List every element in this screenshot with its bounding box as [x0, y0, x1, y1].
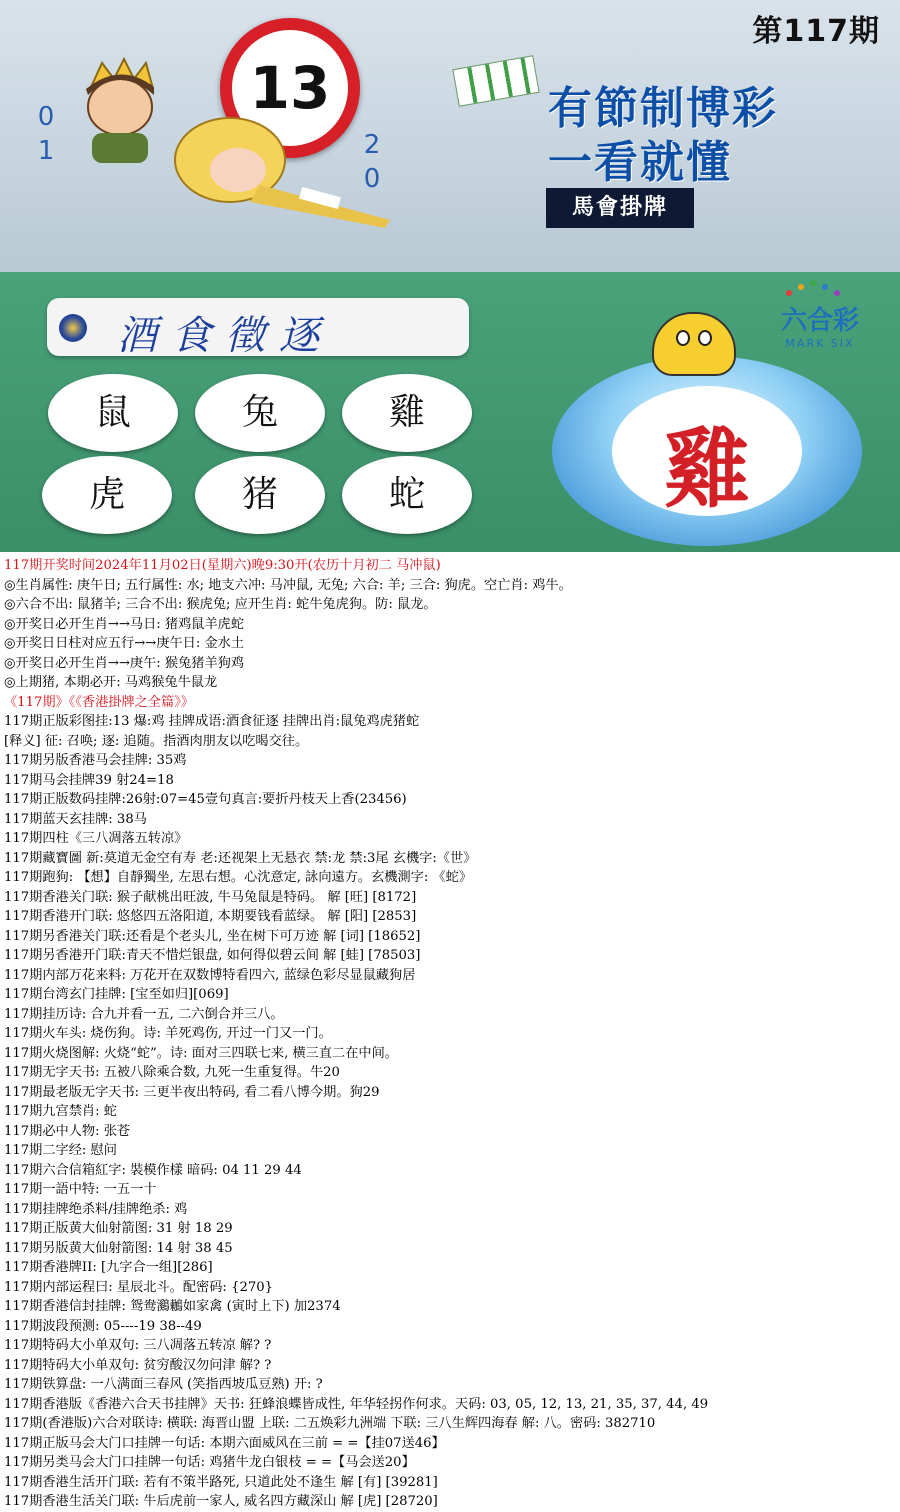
digit: 2 — [363, 130, 381, 160]
text-line: 117期四柱《三八凋落五转凉》 — [4, 831, 188, 846]
text-line: 117期香港生活关门联: 牛后虎前一家人, 威名四方藏深山 解 [虎] [28720] — [4, 1494, 438, 1509]
text-line: 117期香港版《香港六合天书挂牌》天书: 狂蜂浪蝶皆成性, 年华轻拐作何求。天码: 03, 05, 12, 13, 21, 35, 37, 44, 49 — [4, 1396, 709, 1412]
text-line: 117期跑狗: 【想】自靜獨坐, 左思右想。心沈意定, 詠向遠方。玄機測字: 《蛇》 — [4, 870, 473, 885]
text-line: 117期香港牌II: [九字合一组][286] — [4, 1260, 213, 1275]
text-line: 117期波段预测: 05----19 38--49 — [4, 1318, 202, 1334]
text-line: 117期内部万花来料: 万花开在双数博特看四六, 蓝绿色彩尽显鼠藏狗居 — [4, 967, 416, 983]
slogan-line2: 一看就懂 — [548, 137, 732, 188]
text-line: 117期火烧图解: 火烧“蛇”。诗: 面对三四联七来, 横三直二在中间。 — [4, 1045, 398, 1061]
logo-cn: 六合彩 — [780, 306, 859, 336]
text-line: 117期另香港开门联:青天不惜烂银盘, 如何得似碧云间 解 [蛙] [78503] — [4, 948, 421, 963]
info-text-block — [0, 556, 900, 1512]
digit: 0 — [363, 164, 381, 194]
text-line: 117期正版黄大仙射箭图: 31 射 18 29 — [4, 1221, 233, 1236]
zodiac-badge: 猪 — [195, 456, 325, 534]
text-line: 117期一語中特: 一五一十 — [4, 1182, 157, 1197]
text-line: 117期香港关门联: 猴子献桃出旺波, 牛马兔鼠是特码。 解 [旺] [8172] — [4, 889, 417, 905]
digits-left — [34, 100, 58, 168]
text-line: [释义] 征: 召唤; 逐: 追随。指酒肉朋友以吃喝交往。 — [4, 733, 309, 749]
zodiac-badge: 雞 — [342, 374, 472, 452]
issue-label: 第117期 — [752, 14, 880, 49]
text-line: 117期最老版无字天书: 三更半夜出特码, 看二看八博今期。狗29 — [4, 1084, 380, 1100]
banner-top — [0, 0, 900, 272]
text-line: ◎上期猪, 本期必开: 马鸡猴兔牛鼠龙 — [4, 675, 218, 690]
logo-en: MARK SIX — [785, 337, 855, 350]
draw-time-line: 117期开奖时间2024年11月02日(星期六)晚9:30开(农历十月初二 马冲鼠) — [4, 558, 441, 573]
text-line: 117期正版彩图挂:13 爆:鸡 挂牌成语:酒食征逐 挂牌出肖:鼠兔鸡虎猪蛇 — [4, 714, 420, 729]
zodiac-badge: 蛇 — [342, 456, 472, 534]
mark-six-logo — [770, 300, 870, 350]
text-line: 117期挂历诗: 合九并看一五, 二六倒合并三八。 — [4, 1006, 284, 1022]
text-line: ◎开奖日必开生肖→→马日: 猪鸡鼠羊虎蛇 — [4, 616, 245, 632]
coin-icon — [59, 314, 87, 342]
text-line: 117期另类马会大门口挂牌一句话: 鸡猪牛龙白银枝 = =【马会送20】 — [4, 1455, 415, 1470]
text-line: 117期二字经: 慰问 — [4, 1143, 117, 1158]
slogan-line1: 有節制博彩 — [548, 83, 778, 134]
text-line: 117期另版黄大仙射箭图: 14 射 38 45 — [4, 1240, 233, 1256]
text-line: 117期挂牌绝杀料/挂牌绝杀: 鸡 — [4, 1201, 188, 1217]
text-line: 117期内部运程曰: 星辰北斗。配密码: {270} — [4, 1279, 274, 1295]
text-line: 117期(香港版)六合对联诗: 横联: 海晋山盟 上联: 二五焕彩九洲端 下联: 三八生辉四海春 解: 八。密码: 382710 — [4, 1416, 656, 1431]
text-line: ◎开奖日日柱对应五行→→庚午日: 金水土 — [4, 636, 245, 651]
banner — [0, 0, 900, 552]
digit: 0 — [37, 102, 55, 132]
money-chips-icon — [452, 55, 539, 107]
text-line: ◎六合不出: 鼠猪羊; 三合不出: 猴虎兔; 应开生肖: 蛇牛兔虎狗。防: 鼠龙。 — [4, 597, 437, 612]
text-line: ◎生肖属性: 庚午日; 五行属性: 水; 地支六冲: 马冲鼠, 无兔; 六合: 羊; 三合: 狗虎。空亡肖: 鸡牛。 — [4, 577, 572, 593]
lottery-ball — [552, 356, 862, 546]
section-heading: 《117期》《《香港掛牌之全篇》》 — [4, 694, 194, 710]
zodiac-badge: 虎 — [42, 456, 172, 534]
text-line: 117期六合信箱紅字: 裝模作樣 暗码: 04 11 29 44 — [4, 1162, 302, 1178]
text-line: 117期特码大小单双句: 三八凋落五转凉 解? ? — [4, 1338, 272, 1353]
speed-number: 13 — [249, 54, 331, 122]
text-line: 117期无字天书: 五被八除乘合数, 九死一生重复得。牛20 — [4, 1065, 340, 1080]
text-line: ◎开奖日必开生肖→→庚午: 猴兔猪羊狗鸡 — [4, 655, 245, 671]
mascot-icon — [652, 312, 736, 376]
text-line: 117期藏寶圖 新:莫道无金空有寿 老:还视架上无悬衣 禁:龙 禁:3尾 玄機字:《世》 — [4, 850, 477, 866]
zodiac-badge: 兔 — [195, 374, 325, 452]
text-line: 117期火车头: 烧伤狗。诗: 羊死鸡伤, 开过一门又一门。 — [4, 1026, 332, 1041]
text-line: 117期九宫禁肖: 蛇 — [4, 1104, 117, 1119]
zodiac-badge: 鼠 — [48, 374, 178, 452]
brand-box: 馬會掛牌 — [546, 188, 694, 228]
text-line: 117期另香港关门联:还看是个老头儿, 坐在树下可万迹 解 [词] [18652] — [4, 928, 421, 944]
text-line: 117期香港信封挂牌: 鸳鸯鸂鶒如家禽 (寅时上下) 加2374 — [4, 1299, 341, 1314]
ball-face — [612, 386, 802, 520]
text-line: 117期蓝天玄挂牌: 38马 — [4, 811, 147, 827]
idiom-title: 酒食徵逐 — [117, 313, 333, 359]
idiom-title-box — [47, 298, 469, 359]
text-line: 117期香港开门联: 悠悠四五洛阳道, 本期要钱看蓝绿。 解 [阳] [2853] — [4, 909, 417, 924]
ball-zodiac: 雞 — [664, 419, 750, 520]
text-line: 117期马会挂牌39 射24=18 — [4, 772, 174, 788]
text-line: 117期特码大小单双句: 贫穷酸汉勿问津 解? ? — [4, 1357, 272, 1373]
banner-bottom — [0, 272, 900, 552]
text-line: 117期铁算盘: 一八满面三春风 (笑指西坡瓜豆熟) 开: ? — [4, 1377, 323, 1392]
text-line: 117期台湾玄门挂牌: [宝至如归][069] — [4, 987, 229, 1002]
text-line: 117期必中人物: 张苍 — [4, 1123, 131, 1139]
text-line: 117期另版香港马会挂牌: 35鸡 — [4, 753, 187, 768]
mark-six-dots-icon — [782, 280, 842, 300]
digit: 1 — [37, 136, 55, 166]
cartoon-lying-icon — [150, 110, 400, 230]
text-line: 117期香港生活开门联: 若有不策半路死, 只道此处不逢生 解 [有] [39281] — [4, 1474, 438, 1490]
text-line: 117期正版马会大门口挂牌一句话: 本期六面威风在三前 = =【挂07送46】 — [4, 1435, 445, 1451]
text-line: 117期正版数码挂牌:26射:07=45壹句真言:要折丹枝天上香(23456) — [4, 792, 407, 807]
